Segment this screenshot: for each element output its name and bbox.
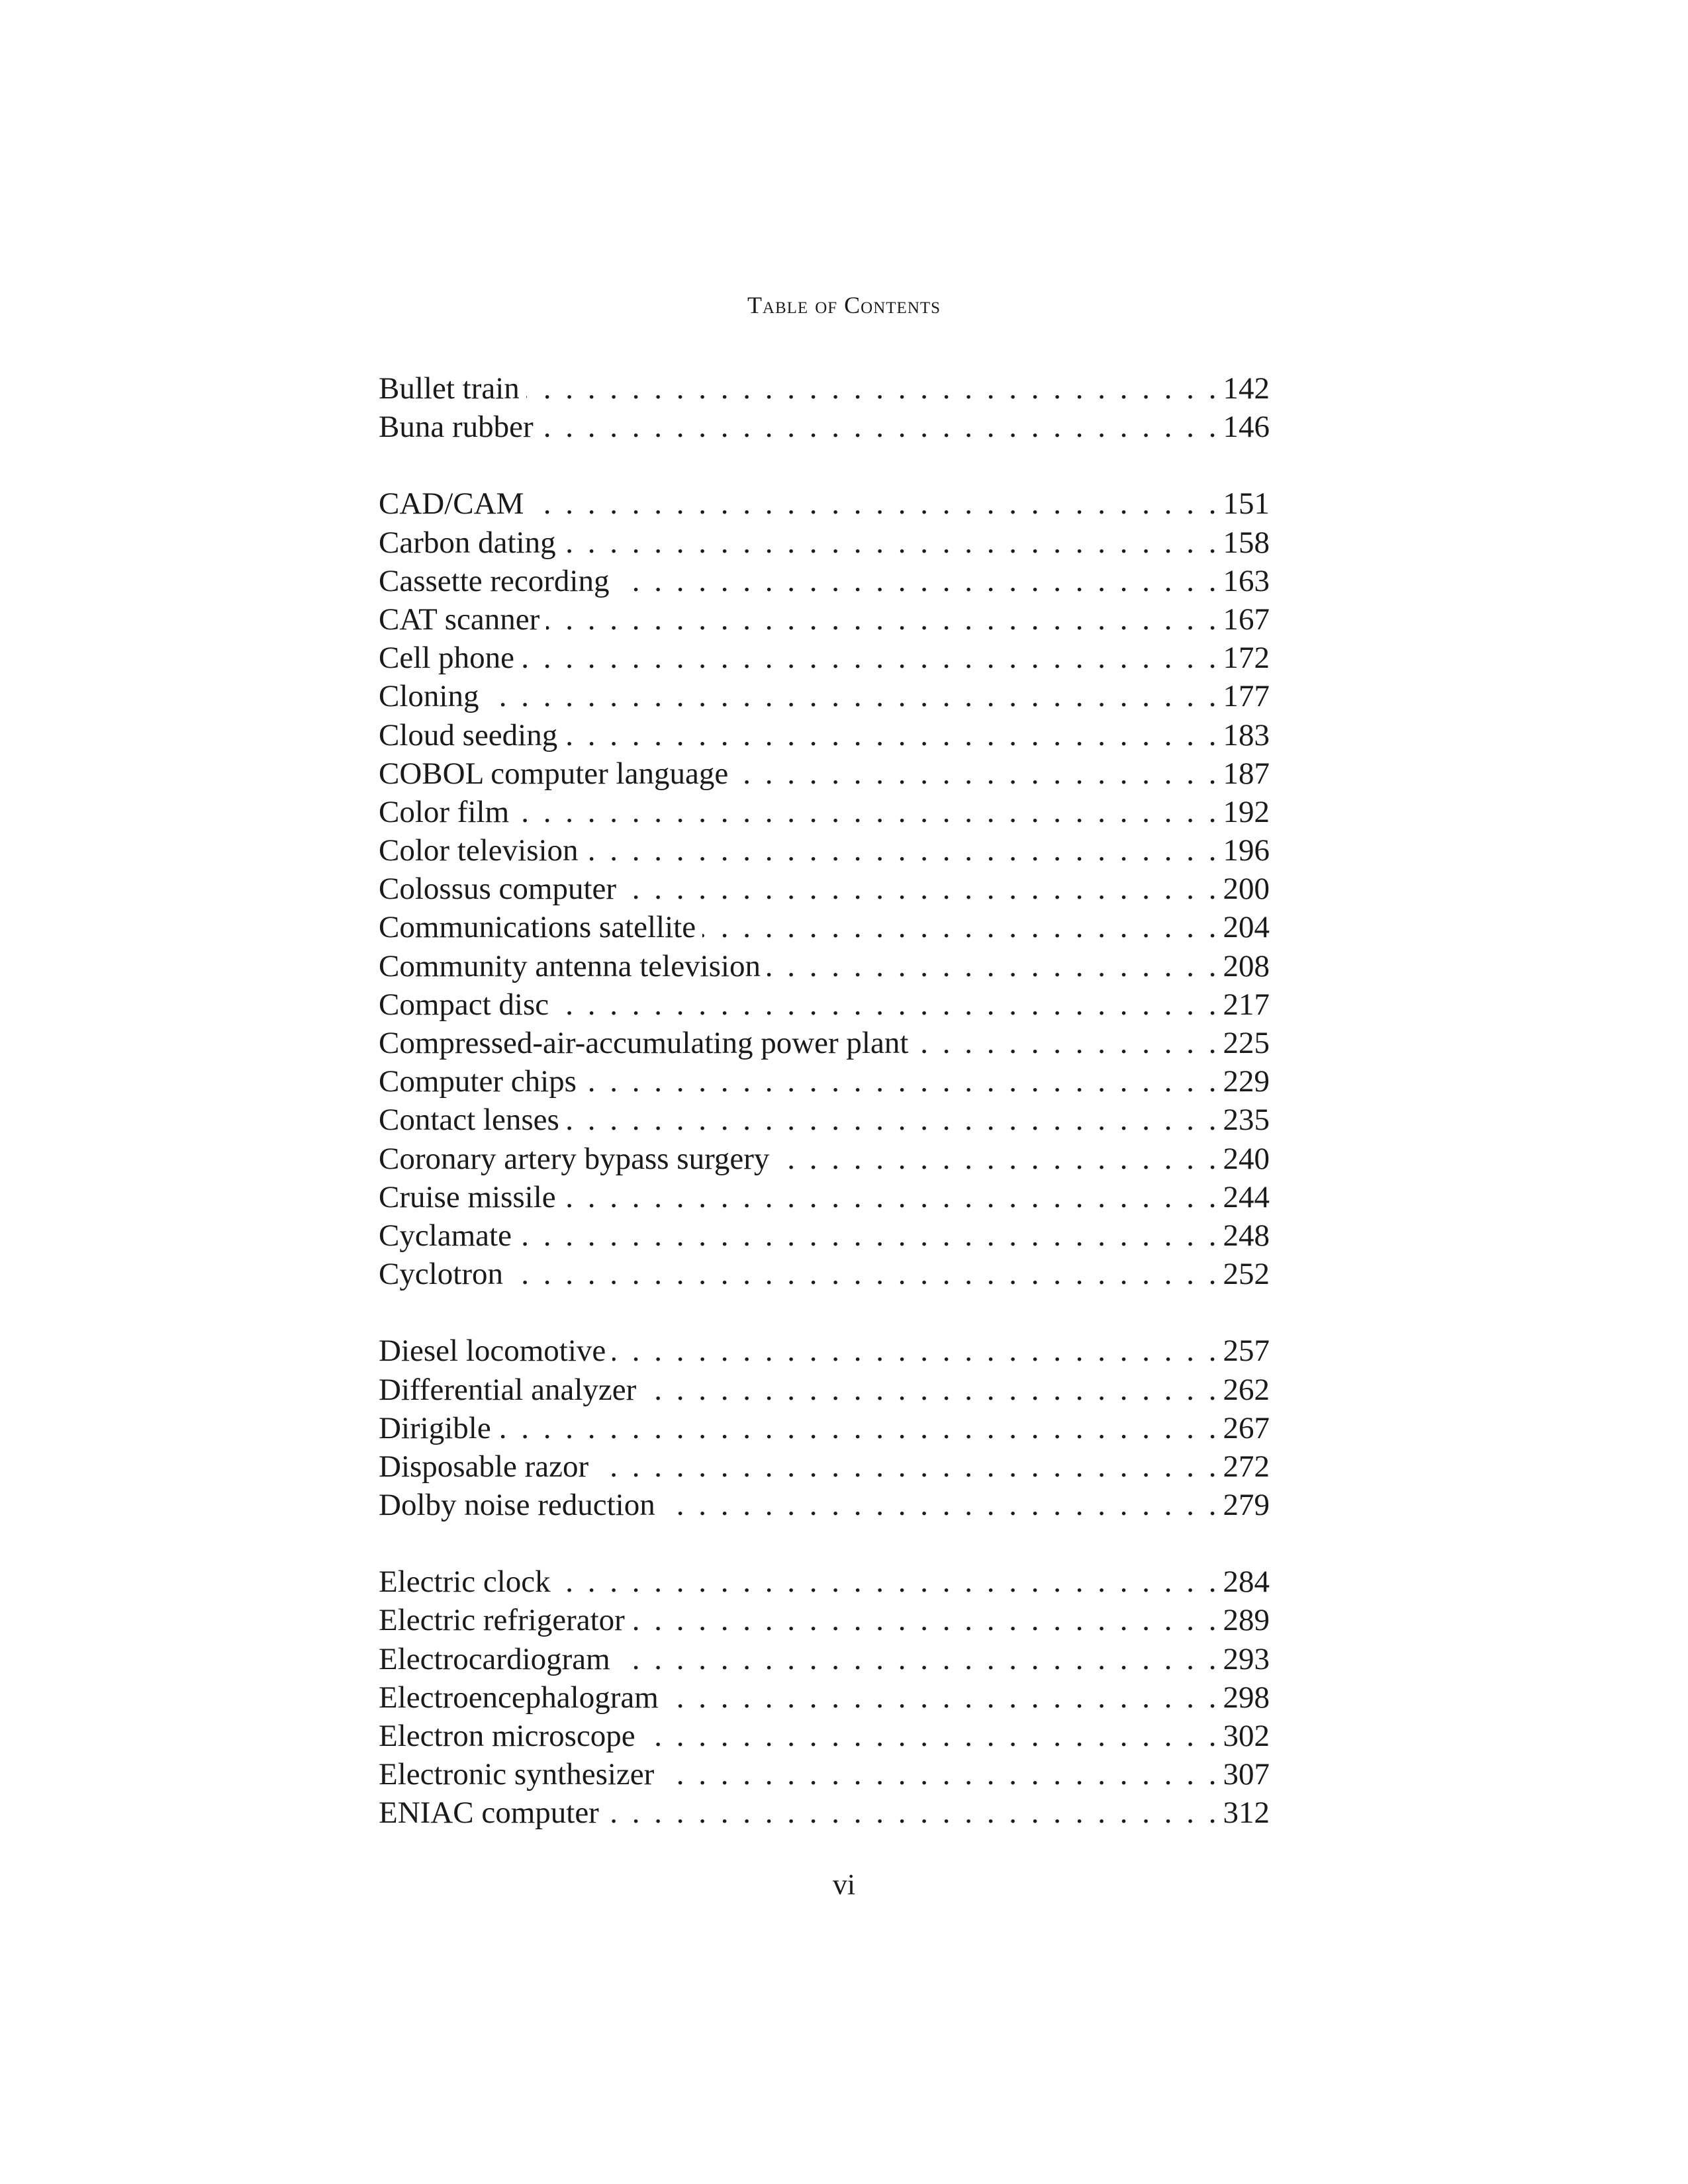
toc-entry-title: Compact disc xyxy=(379,987,549,1022)
dot-leader xyxy=(702,908,1216,946)
toc-entry[interactable] xyxy=(379,1255,1270,1293)
dot-leader xyxy=(521,639,1217,677)
dot-leader xyxy=(526,369,1217,408)
toc-entry-page: 142 xyxy=(1223,371,1270,406)
toc-entry-title: Electric refrigerator xyxy=(379,1603,625,1638)
toc-group xyxy=(379,1332,1270,1524)
toc-entry-page: 284 xyxy=(1223,1565,1270,1600)
toc-entry-title: Cyclamate xyxy=(379,1218,512,1253)
toc-entry[interactable] xyxy=(379,1024,1270,1062)
toc-group xyxy=(379,484,1270,1293)
toc-entry-title: CAD/CAM xyxy=(379,486,524,522)
dot-leader xyxy=(767,947,1217,985)
dot-leader xyxy=(632,1601,1217,1639)
dot-leader xyxy=(585,831,1217,870)
toc-entry-title: Colossus computer xyxy=(379,872,617,907)
toc-entry[interactable] xyxy=(379,716,1270,754)
toc-entry-page: 244 xyxy=(1223,1179,1270,1214)
toc-entry-title: Cell phone xyxy=(379,641,514,676)
page-number: vi xyxy=(832,1868,856,1901)
dot-leader xyxy=(915,1024,1216,1062)
toc-entry-title: Electric clock xyxy=(379,1565,551,1600)
toc-entry-page: 252 xyxy=(1223,1257,1270,1292)
toc-entry[interactable] xyxy=(379,600,1270,639)
toc-entry-title: Cassette recording xyxy=(379,563,610,598)
toc-entry[interactable] xyxy=(379,754,1270,793)
toc-entry-page: 267 xyxy=(1223,1410,1270,1445)
toc-entry[interactable] xyxy=(379,1216,1270,1255)
toc-entry[interactable] xyxy=(379,408,1270,446)
toc-entry[interactable] xyxy=(379,1601,1270,1639)
toc-entry[interactable] xyxy=(379,1101,1270,1139)
toc-entry-title: Cruise missile xyxy=(379,1179,556,1214)
dot-leader xyxy=(665,1678,1217,1717)
toc-entry-title: Color television xyxy=(379,833,579,868)
toc-entry-title: Disposable razor xyxy=(379,1449,589,1484)
toc-entry-title: Cloning xyxy=(379,679,479,714)
table-of-contents xyxy=(379,369,1270,1871)
toc-entry-page: 293 xyxy=(1223,1641,1270,1676)
toc-entry-title: Electroencephalogram xyxy=(379,1680,659,1715)
toc-entry-page: 298 xyxy=(1223,1680,1270,1715)
toc-entry-page: 200 xyxy=(1223,872,1270,907)
dot-leader xyxy=(595,1447,1216,1486)
toc-entry-page: 187 xyxy=(1223,756,1270,791)
toc-entry[interactable] xyxy=(379,793,1270,831)
toc-entry-page: 196 xyxy=(1223,833,1270,868)
toc-entry[interactable] xyxy=(379,677,1270,715)
toc-group xyxy=(379,1563,1270,1832)
toc-entry-title: Carbon dating xyxy=(379,525,556,560)
toc-entry-page: 240 xyxy=(1223,1141,1270,1176)
dot-leader xyxy=(735,754,1216,793)
toc-entry[interactable] xyxy=(379,1486,1270,1524)
toc-entry-title: Community antenna television xyxy=(379,948,761,983)
dot-leader xyxy=(498,1409,1217,1447)
toc-entry[interactable] xyxy=(379,1563,1270,1601)
toc-entry[interactable] xyxy=(379,870,1270,908)
toc-entry-page: 172 xyxy=(1223,641,1270,676)
dot-leader xyxy=(564,716,1216,754)
dot-leader xyxy=(557,1563,1217,1601)
dot-leader xyxy=(516,793,1216,831)
dot-leader xyxy=(546,600,1216,639)
toc-entry-title: Bullet train xyxy=(379,371,520,406)
toc-entry-page: 248 xyxy=(1223,1218,1270,1253)
dot-leader xyxy=(485,677,1216,715)
toc-entry[interactable] xyxy=(379,1140,1270,1178)
toc-entry-title: Computer chips xyxy=(379,1064,577,1099)
toc-entry-page: 217 xyxy=(1223,987,1270,1022)
toc-entry-page: 151 xyxy=(1223,486,1270,522)
toc-entry-page: 302 xyxy=(1223,1719,1270,1753)
toc-entry[interactable] xyxy=(379,1717,1270,1755)
toc-entry-page: 208 xyxy=(1223,948,1270,983)
toc-entry-page: 183 xyxy=(1223,717,1270,752)
toc-entry-title: ENIAC computer xyxy=(379,1796,599,1831)
toc-group xyxy=(379,369,1270,446)
toc-entry-page: 177 xyxy=(1223,679,1270,714)
toc-entry[interactable] xyxy=(379,1371,1270,1409)
dot-leader xyxy=(612,1332,1216,1370)
toc-entry-page: 158 xyxy=(1223,525,1270,560)
dot-leader xyxy=(530,484,1216,523)
dot-leader xyxy=(662,1486,1217,1524)
toc-entry-page: 225 xyxy=(1223,1026,1270,1060)
toc-entry[interactable] xyxy=(379,1640,1270,1678)
toc-entry-page: 307 xyxy=(1223,1757,1270,1792)
toc-entry-page: 235 xyxy=(1223,1103,1270,1138)
dot-leader xyxy=(617,1640,1217,1678)
toc-entry-title: Color film xyxy=(379,794,510,829)
toc-entry[interactable] xyxy=(379,1755,1270,1794)
dot-leader xyxy=(776,1140,1216,1178)
dot-leader xyxy=(566,1101,1217,1139)
toc-entry-page: 192 xyxy=(1223,794,1270,829)
toc-entry-title: Communications satellite xyxy=(379,910,696,945)
dot-leader xyxy=(623,870,1216,908)
toc-entry-title: Dolby noise reduction xyxy=(379,1488,655,1523)
toc-entry-page: 262 xyxy=(1223,1372,1270,1407)
dot-leader xyxy=(616,562,1216,600)
toc-entry[interactable] xyxy=(379,1678,1270,1717)
toc-entry[interactable] xyxy=(379,639,1270,677)
toc-entry[interactable] xyxy=(379,369,1270,408)
toc-entry-title: COBOL computer language xyxy=(379,756,729,791)
dot-leader xyxy=(583,1062,1217,1101)
page-title: Table of Contents xyxy=(747,292,941,318)
toc-entry-title: Electron microscope xyxy=(379,1719,635,1753)
toc-entry-title: Compressed-air-accumulating power plant xyxy=(379,1026,909,1060)
toc-entry-page: 229 xyxy=(1223,1064,1270,1099)
dot-leader xyxy=(661,1755,1216,1794)
toc-entry-title: Cloud seeding xyxy=(379,717,558,752)
toc-entry-page: 204 xyxy=(1223,910,1270,945)
toc-entry[interactable] xyxy=(379,908,1270,946)
toc-entry-page: 289 xyxy=(1223,1603,1270,1638)
toc-entry-title: Dirigible xyxy=(379,1410,491,1445)
toc-entry[interactable] xyxy=(379,1062,1270,1101)
toc-entry[interactable] xyxy=(379,1178,1270,1216)
toc-entry-page: 163 xyxy=(1223,563,1270,598)
toc-entry-title: Coronary artery bypass surgery xyxy=(379,1141,770,1176)
toc-entry-title: CAT scanner xyxy=(379,602,540,637)
toc-entry[interactable] xyxy=(379,1332,1270,1370)
toc-entry[interactable] xyxy=(379,1409,1270,1447)
toc-entry-page: 257 xyxy=(1223,1334,1270,1369)
dot-leader xyxy=(540,408,1217,446)
dot-leader xyxy=(510,1255,1217,1293)
toc-entry-title: Buna rubber xyxy=(379,410,534,445)
dot-leader xyxy=(643,1371,1216,1409)
toc-entry-title: Cyclotron xyxy=(379,1257,503,1292)
toc-entry[interactable] xyxy=(379,523,1270,562)
toc-entry-title: Electronic synthesizer xyxy=(379,1757,655,1792)
toc-entry[interactable] xyxy=(379,484,1270,523)
toc-entry[interactable] xyxy=(379,562,1270,600)
dot-leader xyxy=(555,985,1216,1024)
toc-entry-page: 312 xyxy=(1223,1796,1270,1831)
dot-leader xyxy=(563,1178,1217,1216)
dot-leader xyxy=(563,523,1217,562)
toc-entry[interactable] xyxy=(379,1794,1270,1832)
dot-leader xyxy=(606,1794,1217,1832)
toc-entry-title: Contact lenses xyxy=(379,1103,559,1138)
toc-entry[interactable] xyxy=(379,985,1270,1024)
toc-entry-page: 146 xyxy=(1223,410,1270,445)
dot-leader xyxy=(518,1216,1217,1255)
toc-entry-title: Diesel locomotive xyxy=(379,1334,606,1369)
toc-entry[interactable] xyxy=(379,1447,1270,1486)
toc-entry-title: Electrocardiogram xyxy=(379,1641,610,1676)
toc-entry[interactable] xyxy=(379,947,1270,985)
toc-entry-title: Differential analyzer xyxy=(379,1372,637,1407)
toc-entry-page: 279 xyxy=(1223,1488,1270,1523)
dot-leader xyxy=(642,1717,1217,1755)
toc-entry[interactable] xyxy=(379,831,1270,870)
toc-entry-page: 272 xyxy=(1223,1449,1270,1484)
toc-entry-page: 167 xyxy=(1223,602,1270,637)
